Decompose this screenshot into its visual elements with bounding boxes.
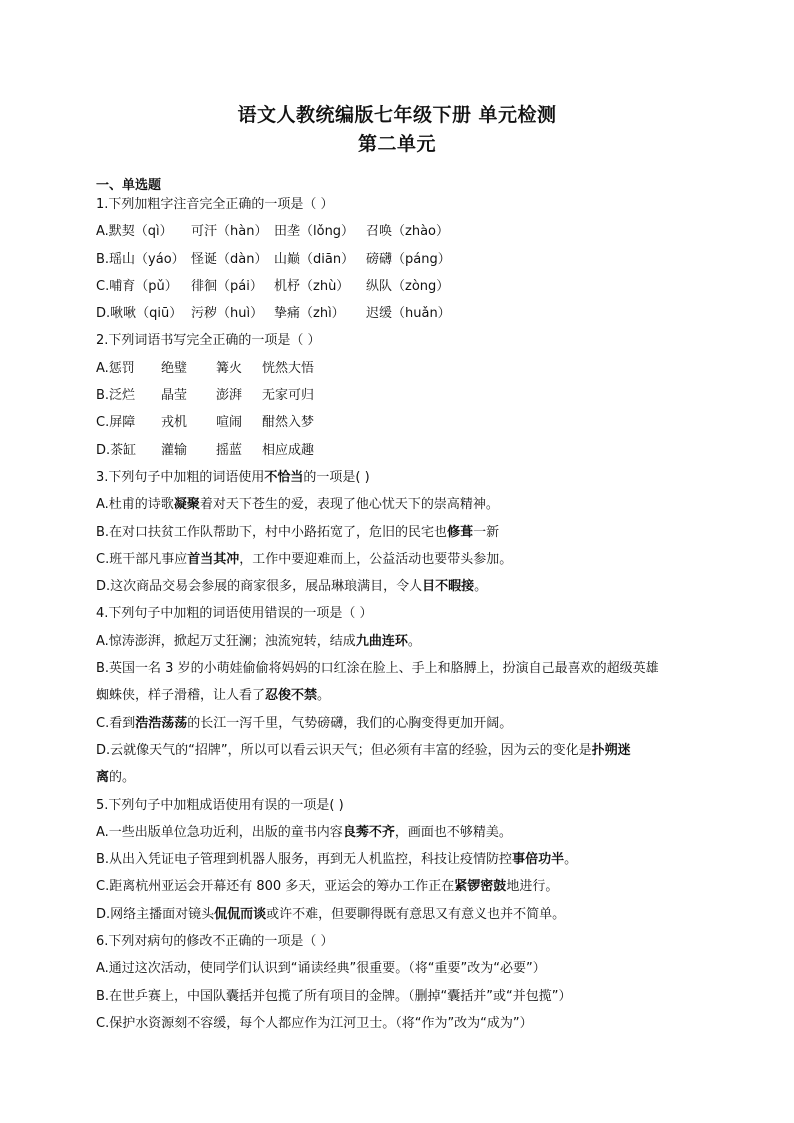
q1-a-item: A.默契（qì） xyxy=(96,224,173,240)
q2-c-item: 喧闹 xyxy=(216,415,243,431)
q2-d-item: 摇蓝 xyxy=(216,442,243,458)
q4-a-text: A.惊涛澎湃，掀起万丈狂澜；浊流宛转，结成 xyxy=(96,633,356,649)
question-list xyxy=(96,191,706,1037)
q3-option-d xyxy=(96,573,706,600)
q3-d-text: 。 xyxy=(474,579,488,595)
q1-c-item: 机杼（zhù） xyxy=(274,278,350,294)
q1-d-item: 迟缓（huǎn） xyxy=(366,306,451,322)
q4-option-b-line1: B.英国一名 3 岁的小萌娃偷偷将妈妈的口红涂在脸上、手上和胳膊上，扮演自己最喜欢的超级英雄 xyxy=(96,661,659,677)
q4-option-d-line1 xyxy=(96,737,706,764)
q6-option-a: A.通过这次活动，使同学们认识到“诵读经典”很重要。（将“重要”改为“必要”） xyxy=(96,961,546,977)
q3-stem-emphasis: 不恰当 xyxy=(264,469,304,485)
q4-b-text: 蜘蛛侠，样子滑稽，让人看了 xyxy=(96,688,266,704)
q1-d-item: 污秽（huì） xyxy=(191,306,264,322)
q6-option-c: C.保护水资源刻不容缓，每个人都应作为江河卫士。（将“作为”改为“成为”） xyxy=(96,1015,533,1031)
q2-option-d xyxy=(96,437,706,464)
q4-d-bold-word: 离 xyxy=(96,770,110,786)
q1-a-item: 可汗（hàn） xyxy=(191,224,268,240)
section-heading: 一、单选题 xyxy=(96,178,162,193)
q2-b-item: B.泛烂 xyxy=(96,388,136,404)
q4-option-c xyxy=(96,710,706,737)
q4-d-bold-word: 扑朔迷 xyxy=(591,742,631,758)
q2-a-item: A.惩罚 xyxy=(96,360,135,376)
q5-c-text: 地进行。 xyxy=(506,879,559,895)
q5-a-text: A.一些出版单位急功近利，出版的童书内容 xyxy=(96,824,343,840)
q4-a-bold-word: 九曲连环 xyxy=(355,633,408,649)
q5-c-text: C.距离杭州亚运会开幕还有 800 多天，亚运会的筹办工作正在 xyxy=(96,879,455,895)
q5-b-text: B.从出入凭证电子管理到机器人服务，再到无人机监控，科技让疫情防控 xyxy=(96,852,513,868)
q1-b-item: 山巅（diān） xyxy=(274,251,355,267)
q2-d-item: 灌输 xyxy=(161,442,188,458)
q6-option-b: B.在世乒赛上，中国队囊括并包揽了所有项目的金牌。（删掉“囊括并”或“并包揽”） xyxy=(96,988,572,1004)
q3-b-bold-word: 修葺 xyxy=(447,524,474,540)
q3-b-text: B.在对口扶贫工作队帮助下，村中小路拓宽了，危旧的民宅也 xyxy=(96,524,448,540)
q5-option-d xyxy=(96,901,706,928)
q6-stem: 6.下列对病句的修改不正确的一项是（ ） xyxy=(96,934,334,950)
q5-stem: 5.下列句子中加粗成语使用有误的一项是( ) xyxy=(96,797,344,813)
q1-c-item: C.哺育（pǔ） xyxy=(96,278,178,294)
q4-c-text: 的长江一泻千里，气势磅礴，我们的心胸变得更加开阔。 xyxy=(187,715,513,731)
q2-b-item: 无家可归 xyxy=(262,388,315,404)
q4-stem: 4.下列句子中加粗的词语使用错误的一项是（ ） xyxy=(96,606,373,622)
q4-d-text: D.云就像天气的“招牌”，所以可以看云识天气；但必须有丰富的经验，因为云的变化是 xyxy=(96,742,592,758)
q1-d-item: 挚痛（zhì） xyxy=(274,306,345,322)
q5-a-text: ，画面也不够精美。 xyxy=(394,824,512,840)
q1-b-item: 磅礴（páng） xyxy=(366,251,451,267)
q5-d-bold-word: 侃侃而谈 xyxy=(214,906,267,922)
q4-option-d-line2 xyxy=(96,764,706,791)
q1-b-item: 怪诞（dàn） xyxy=(191,251,268,267)
q3-option-a xyxy=(96,491,706,518)
q2-b-item: 澎湃 xyxy=(216,388,243,404)
q2-d-item: 相应成趣 xyxy=(262,442,315,458)
q4-c-text: C.看到 xyxy=(96,715,136,731)
q1-a-item: 召唤（zhào） xyxy=(366,224,449,240)
q5-d-text: D.网络主播面对镜头 xyxy=(96,906,215,922)
q4-option-b-line2 xyxy=(96,682,706,709)
q5-option-a xyxy=(96,819,706,846)
q5-option-c xyxy=(96,873,706,900)
q2-c-item: 酣然入梦 xyxy=(262,415,315,431)
q4-c-bold-word: 浩浩荡荡 xyxy=(135,715,188,731)
q3-c-text: C.班干部凡事应 xyxy=(96,551,188,567)
q2-a-item: 绝璧 xyxy=(161,360,188,376)
q1-c-item: 徘徊（pái） xyxy=(191,278,263,294)
q4-d-text: 的。 xyxy=(109,770,136,786)
unit-subtitle: 第二单元 xyxy=(357,133,436,155)
q2-d-item: D.茶缸 xyxy=(96,442,137,458)
q1-option-b xyxy=(96,246,706,273)
q1-stem: 1.下列加粗字注音完全正确的一项是（ ） xyxy=(96,197,334,212)
q1-d-item: D.啾啾（qiū） xyxy=(96,306,183,322)
q2-a-item: 篝火 xyxy=(216,360,243,376)
q3-stem-text: 3.下列句子中加粗的词语使用 xyxy=(96,469,265,485)
q2-b-item: 晶莹 xyxy=(161,388,188,404)
q2-stem: 2.下列词语书写完全正确的一项是（ ） xyxy=(96,333,321,349)
q5-option-b xyxy=(96,846,706,873)
q1-option-c xyxy=(96,273,706,300)
q3-a-text: 着对天下苍生的爱，表现了他心忧天下的崇高精神。 xyxy=(199,497,499,513)
q1-b-item: B.瑶山（yáo） xyxy=(96,251,185,267)
q2-c-item: 戎机 xyxy=(161,415,188,431)
page-title: 语文人教统编版七年级下册 单元检测 xyxy=(237,104,557,126)
q2-option-a xyxy=(96,355,706,382)
q4-option-a xyxy=(96,628,706,655)
q3-option-c xyxy=(96,546,706,573)
q1-option-a xyxy=(96,218,706,245)
q2-option-c xyxy=(96,409,706,436)
q4-b-text: 。 xyxy=(317,688,331,704)
q5-b-text: 。 xyxy=(564,852,578,868)
q1-c-item: 纵队（zòng） xyxy=(366,278,450,294)
q2-c-item: C.屏障 xyxy=(96,415,136,431)
q3-c-text: ，工作中要迎难而上，公益活动也要带头参加。 xyxy=(239,551,513,567)
q3-d-text: D.这次商品交易会参展的商家很多，展品琳琅满目，令人 xyxy=(96,579,423,595)
q3-stem-text: 的一项是( ) xyxy=(303,469,370,485)
q5-d-text: 或许不难，但要聊得既有意思又有意义也并不简单。 xyxy=(266,906,566,922)
q3-b-text: 一新 xyxy=(473,524,500,540)
q2-option-b xyxy=(96,382,706,409)
q3-a-text: A.杜甫的诗歌 xyxy=(96,497,174,513)
q3-stem xyxy=(96,464,706,491)
q4-b-bold-word: 忍俊不禁 xyxy=(265,688,318,704)
q3-c-bold-word: 首当其冲 xyxy=(187,551,240,567)
q5-c-bold-word: 紧锣密鼓 xyxy=(454,879,507,895)
q5-b-bold-word: 事倍功半 xyxy=(512,852,565,868)
q5-a-bold-word: 良莠不齐 xyxy=(342,824,395,840)
q1-a-item: 田垄（lǒng） xyxy=(274,224,355,240)
q3-d-bold-word: 目不暇接 xyxy=(422,579,475,595)
q3-option-b xyxy=(96,519,706,546)
q3-a-bold-word: 凝聚 xyxy=(173,497,200,513)
q1-option-d xyxy=(96,300,706,327)
q2-a-item: 恍然大悟 xyxy=(262,360,315,376)
q4-a-text: 。 xyxy=(407,633,421,649)
